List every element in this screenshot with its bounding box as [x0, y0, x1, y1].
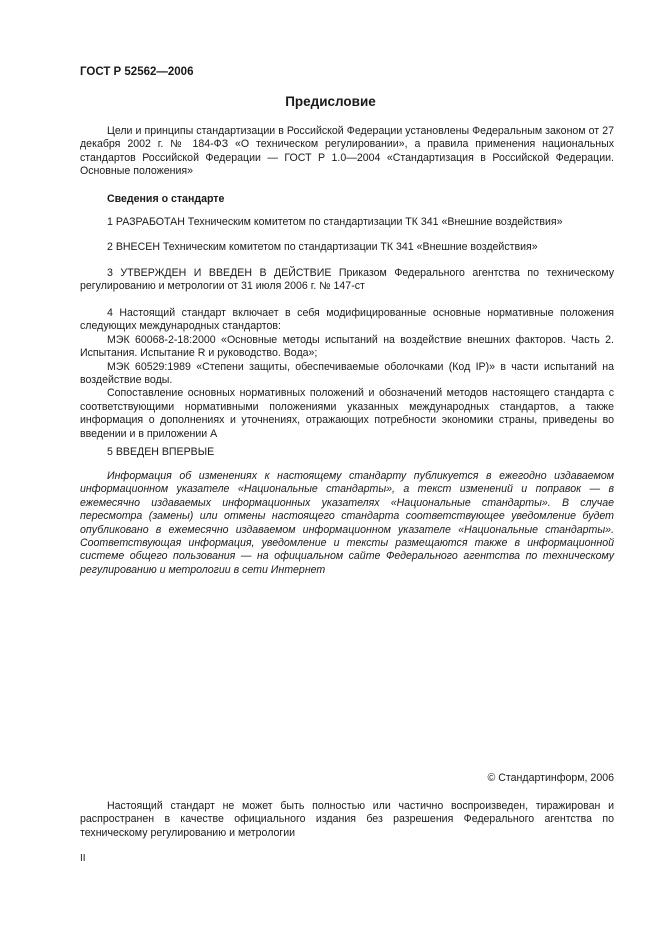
page-number: II: [80, 853, 86, 864]
item-1: [80, 216, 614, 229]
page-title: Предисловие: [285, 94, 376, 109]
item-2-text: 2 ВНЕСЕН Техническим комитетом по стандартизации ТК 341 «Внешние воздействия»: [107, 241, 538, 253]
item-4-text: 4 Настоящий стандарт включает в себя модифицированные основные нормативные положения следующих международных стандартов:: [80, 307, 614, 333]
intro-paragraph: [80, 125, 614, 179]
copyright: © Стандартинформ, 2006: [487, 772, 614, 784]
item-1-text: 1 РАЗРАБОТАН Техническим комитетом по стандартизации ТК 341 «Внешние воздействия»: [107, 216, 563, 228]
reproduction-notice: [80, 800, 614, 840]
reproduction-notice-text: Настоящий стандарт не может быть полностью или частично воспроизведен, тиражирован и распространен в качестве официального издания без разрешения Федерального агентства по техническому регулированию и метрологии: [80, 800, 614, 839]
document-id: ГОСТ Р 52562—2006: [80, 66, 194, 78]
item-3-text: 3 УТВЕРЖДЕН И ВВЕДЕН В ДЕЙСТВИЕ Приказом Федерального агентства по техническому регулированию и метрологии от 31 июля 2006 г. № 147-ст: [80, 267, 614, 293]
item-4-iec-60068: МЭК 60068-2-18:2000 «Основные методы испытаний на воздействие внешних факторов. Часть 2. Испытания. Испытание R и руководство. Вода»;: [80, 333, 614, 360]
item-3: [80, 267, 614, 294]
section-heading-block: [80, 193, 614, 206]
item-4-iec-60529: МЭК 60529:1989 «Степени защиты, обеспечиваемые оболочками (Код IP)» в части испытаний на воздействие воды.: [80, 360, 614, 387]
item-5-text: 5 ВВЕДЕН ВПЕРВЫЕ: [107, 446, 215, 458]
item-4: [80, 307, 614, 441]
item-2: [80, 241, 614, 254]
section-heading: Сведения о стандарте: [107, 193, 225, 205]
info-note-text: Информация об изменениях к настоящему стандарту публикуется в ежегодно издаваемом информационном указателе «Национальные стандарты», а текст изменений и поправок — в ежемесячно издаваемых информационных указателях «Национальные стандарты». В случае пересмотра (замены) или отмены настоящего стандарта соответствующее уведомление будет опубликовано в ежемесячно издаваемом информационном указателе «Национальные стандарты». Соответствующая информация, уведомление и тексты размещаются также в информационной системе общего пользования — на официальном сайте Федерального агентства по техническому регулированию и метрологии в сети Интернет: [80, 470, 614, 576]
info-note: [80, 470, 614, 577]
item-4-comparison: Сопоставление основных нормативных положений и обозначений методов настоящего стандарта с соответствующими нормативными положениями указанных международных стандартов, а также информация о дополнениях и уточнениях, отражающих потребности экономики страны, приведены во введении и в приложении А: [80, 387, 614, 440]
item-5: [80, 446, 614, 459]
intro-text: Цели и принципы стандартизации в Российской Федерации установлены Федеральным законом от 27 декабря 2002 г. № 184-ФЗ «О техническом регулировании», а правила применения национальных стандартов Российской Федерации — ГОСТ Р 1.0—2004 «Стандартизация в Российской Федерации. Основные положения»: [80, 125, 614, 178]
